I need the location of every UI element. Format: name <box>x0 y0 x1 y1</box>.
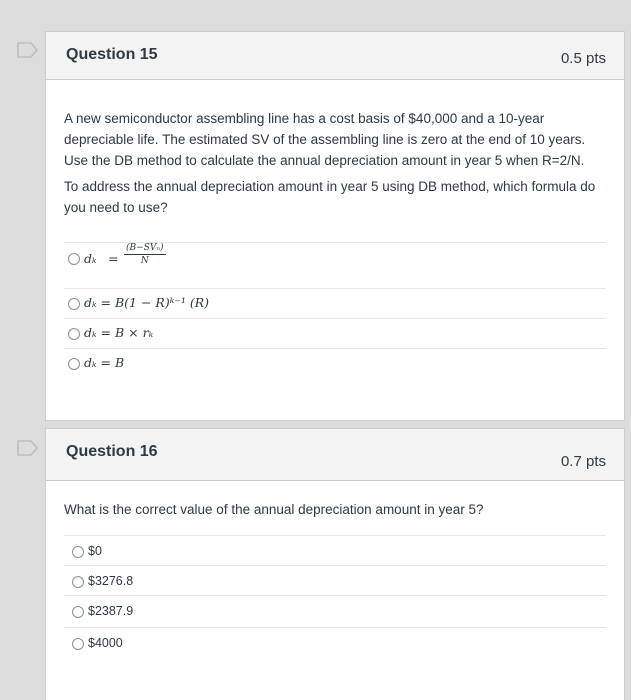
answer-option-2[interactable] <box>64 565 606 595</box>
radio-icon[interactable] <box>72 606 84 618</box>
radio-icon[interactable] <box>68 358 80 370</box>
question-points: 0.5 pts <box>560 50 606 67</box>
formula-equals: = <box>108 251 119 266</box>
question-title: Question 16 <box>66 443 158 460</box>
formula-text: dₖ = B <box>84 355 125 370</box>
question-16-header <box>46 429 624 481</box>
answer-text: $0 <box>88 544 102 558</box>
fraction-denominator: N <box>140 256 149 266</box>
radio-icon[interactable] <box>72 546 84 558</box>
radio-icon[interactable] <box>68 328 80 340</box>
flag-icon[interactable] <box>16 439 40 457</box>
formula-lhs: dₖ <box>84 251 97 266</box>
question-16-card <box>45 428 625 700</box>
formula-fraction <box>124 243 166 266</box>
answer-option-4[interactable] <box>64 348 606 378</box>
answer-option-1[interactable] <box>64 535 606 565</box>
answer-text: $2387.9 <box>88 604 134 618</box>
answer-option-2[interactable] <box>64 288 606 318</box>
question-title: Question 15 <box>66 46 158 63</box>
flag-icon[interactable] <box>16 41 40 59</box>
answer-option-4[interactable] <box>64 627 606 657</box>
answer-text: $4000 <box>88 636 123 650</box>
question-15-header <box>46 32 624 80</box>
radio-icon[interactable] <box>68 298 80 310</box>
question-subprompt: To address the annual depreciation amount in year 5 using DB method, which formula do you need to use? <box>64 179 596 215</box>
radio-icon[interactable] <box>72 576 84 588</box>
radio-icon[interactable] <box>72 638 84 650</box>
answer-option-1[interactable] <box>64 242 606 288</box>
radio-icon[interactable] <box>68 253 80 265</box>
question-15-card <box>45 31 625 421</box>
question-prompt: A new semiconductor assembling line has a cost basis of $40,000 and a 10-year depreciable life. The estimated SV of the assembling line is zero at the end of 10 years. Use the DB method to calculate the annual depreciation amount in year 5 when R=2/N. <box>64 111 586 168</box>
formula-text: dₖ = B × rₖ <box>84 325 154 340</box>
answer-option-3[interactable] <box>64 318 606 348</box>
answer-text: $3276.8 <box>88 574 134 588</box>
formula-text: dₖ = B(1 − R)ᵏ⁻¹ (R) <box>84 295 210 310</box>
question-prompt: What is the correct value of the annual depreciation amount in year 5? <box>64 502 484 517</box>
question-points: 0.7 pts <box>560 453 606 470</box>
fraction-numerator: (B−SVₙ) <box>126 243 164 253</box>
answer-option-3[interactable] <box>64 595 606 625</box>
